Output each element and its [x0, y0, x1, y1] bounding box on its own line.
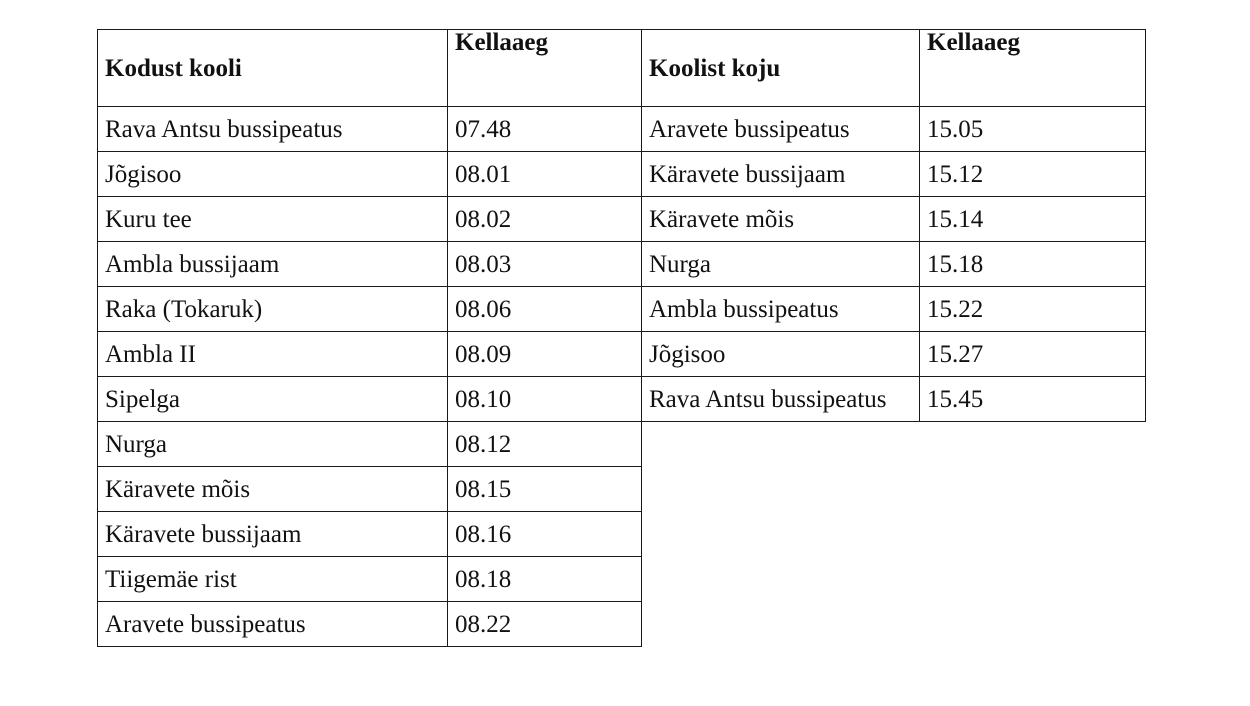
- table-row: [98, 287, 642, 332]
- to-school-stop-header: Kodust kooli: [98, 30, 448, 107]
- table-row: [642, 287, 1146, 332]
- stop-name: Jõgisoo: [98, 152, 448, 197]
- departure-time: 08.09: [448, 332, 642, 377]
- stop-name: Rava Antsu bussipeatus: [98, 107, 448, 152]
- to-home-stop-header: Koolist koju: [642, 30, 920, 107]
- stop-name: Ambla bussijaam: [98, 242, 448, 287]
- stop-name: Nurga: [98, 422, 448, 467]
- departure-time: 08.22: [448, 602, 642, 647]
- stop-name: Jõgisoo: [642, 332, 920, 377]
- departure-time: 08.18: [448, 557, 642, 602]
- table-row: [642, 107, 1146, 152]
- to-home-time-header: Kellaaeg: [920, 30, 1146, 107]
- to-home-header-row: [642, 30, 1146, 107]
- table-row: [98, 152, 642, 197]
- departure-time: 15.22: [920, 287, 1146, 332]
- table-row: [642, 332, 1146, 377]
- table-row: [98, 602, 642, 647]
- to-school-table: [97, 29, 642, 647]
- table-row: [642, 242, 1146, 287]
- table-row: [98, 422, 642, 467]
- stop-name: Nurga: [642, 242, 920, 287]
- departure-time: 15.27: [920, 332, 1146, 377]
- stop-name: Raka (Tokaruk): [98, 287, 448, 332]
- departure-time: 15.14: [920, 197, 1146, 242]
- departure-time: 15.05: [920, 107, 1146, 152]
- stop-name: Käravete mõis: [642, 197, 920, 242]
- to-home-table: [641, 29, 1146, 422]
- departure-time: 07.48: [448, 107, 642, 152]
- departure-time: 08.12: [448, 422, 642, 467]
- departure-time: 08.10: [448, 377, 642, 422]
- table-row: [98, 377, 642, 422]
- table-row: [98, 332, 642, 377]
- to-school-header-row: [98, 30, 642, 107]
- departure-time: 08.16: [448, 512, 642, 557]
- stop-name: Käravete mõis: [98, 467, 448, 512]
- departure-time: 15.12: [920, 152, 1146, 197]
- to-school-time-header: Kellaaeg: [448, 30, 642, 107]
- table-row: [642, 152, 1146, 197]
- table-row: [642, 197, 1146, 242]
- stop-name: Aravete bussipeatus: [98, 602, 448, 647]
- stop-name: Käravete bussijaam: [642, 152, 920, 197]
- departure-time: 08.02: [448, 197, 642, 242]
- stop-name: Tiigemäe rist: [98, 557, 448, 602]
- table-row: [98, 197, 642, 242]
- departure-time: 08.01: [448, 152, 642, 197]
- departure-time: 08.03: [448, 242, 642, 287]
- stop-name: Rava Antsu bussipeatus: [642, 377, 920, 422]
- departure-time: 08.15: [448, 467, 642, 512]
- stop-name: Kuru tee: [98, 197, 448, 242]
- stop-name: Aravete bussipeatus: [642, 107, 920, 152]
- table-row: [98, 557, 642, 602]
- table-row: [98, 467, 642, 512]
- table-row: [642, 377, 1146, 422]
- table-row: [98, 242, 642, 287]
- departure-time: 15.18: [920, 242, 1146, 287]
- table-row: [98, 107, 642, 152]
- table-row: [98, 512, 642, 557]
- stop-name: Käravete bussijaam: [98, 512, 448, 557]
- stop-name: Sipelga: [98, 377, 448, 422]
- departure-time: 15.45: [920, 377, 1146, 422]
- stop-name: Ambla II: [98, 332, 448, 377]
- stop-name: Ambla bussipeatus: [642, 287, 920, 332]
- departure-time: 08.06: [448, 287, 642, 332]
